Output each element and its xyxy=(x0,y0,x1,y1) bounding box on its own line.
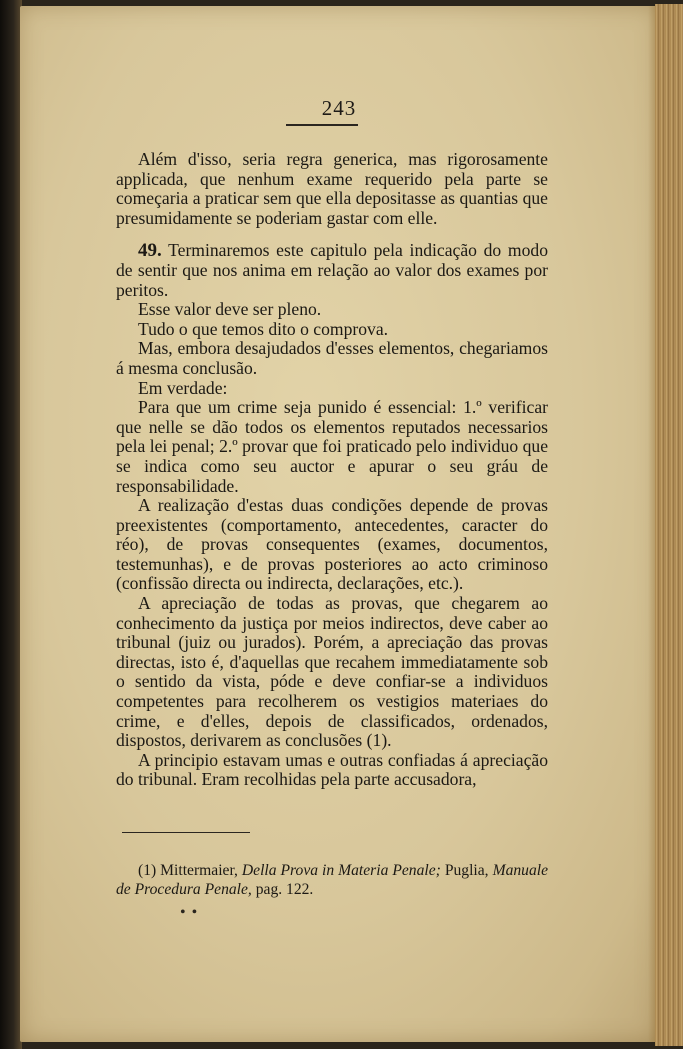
paragraph: Esse valor deve ser pleno. xyxy=(138,299,322,320)
paragraph: Além d'isso, seria regra generica, mas rigorosamente applicada, que nenhum exame requerido pela parte se começaria a praticar sem que ella depositasse as quantias que presumidamente se poderiam gastar com elle. xyxy=(116,149,548,228)
paragraph: Para que um crime seja punido é essencial: 1.º verificar que nelle se dão todos os elementos reputados necessarios pela lei penal; 2.º provar que foi praticado pelo individuo que se indica como seu auctor e apurar o seu gráu de responsabilidade. xyxy=(116,397,548,496)
body-text xyxy=(116,150,548,790)
paragraph-text: Terminaremos este capitulo pela indicação do modo de sentir que nos anima em relação ao valor dos exames por peritos. xyxy=(116,240,548,300)
footnote xyxy=(116,861,548,899)
footnote-marker: (1) xyxy=(138,862,157,879)
paragraph: A principio estavam umas e outras confiadas á apreciação do tribunal. Eram recolhidas pela parte accusadora, xyxy=(116,749,548,790)
paragraph: A realização d'estas duas condições depende de provas preexistentes (comportamento, antecedentes, caracter do réo), de provas consequentes (exames, documentos, testemunhas), e de provas posteriores ao acto criminoso (confissão directa ou indirecta, declarações, etc.). xyxy=(116,495,548,594)
paragraph: Mas, embora desajudados d'esses elementos, chegariamos á mesma conclusão. xyxy=(116,338,548,378)
paragraph-section-49 xyxy=(116,241,548,300)
book-binding xyxy=(0,0,22,1049)
footnote-work-title: Della Prova in Materia Penale; xyxy=(241,862,441,879)
footnote-author: Puglia, xyxy=(444,862,489,879)
paragraph: A apreciação de todas as provas, que chegarem ao conhecimento da justiça por meios indirectos, deve caber ao tribunal (juiz ou jurados). Porém, a apreciação das provas directas, isto é, d'aquellas que recahem immediatamente sob o sentido da vista, póde e deve confiar-se a individuos competentes para recolherem os vestigios materiaes do crime, e d'elles, depois de classificados, ordenados, dispostos, derivarem as conclusões (1). xyxy=(116,593,548,751)
decorative-dots: • • xyxy=(180,904,199,921)
footnote-rule xyxy=(122,832,250,833)
page-number: 243 xyxy=(321,96,357,120)
paragraph: Em verdade: xyxy=(138,377,228,398)
paragraph: Tudo o que temos dito o comprova. xyxy=(138,318,389,339)
footnote-page-ref: pag. 122. xyxy=(255,881,314,898)
footnote-work-title: Manuale de Procedura Penale, xyxy=(116,862,549,898)
footnote-author: Mittermaier, xyxy=(160,862,238,879)
section-number: 49. xyxy=(138,240,162,262)
book-page xyxy=(20,6,658,1042)
page-number-rule xyxy=(286,124,358,126)
page-leaf-edges xyxy=(655,4,683,1046)
